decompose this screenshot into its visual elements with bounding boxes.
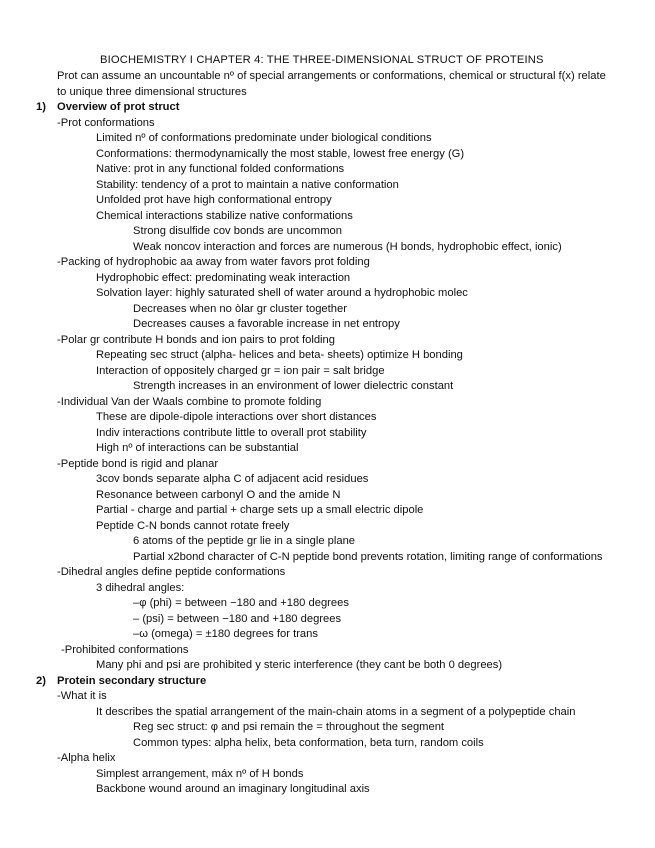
section-heading — [36, 674, 206, 690]
outline-item-level-3: Decreases when no òlar gr cluster together — [133, 302, 347, 315]
section-title: Overview of prot struct — [57, 101, 180, 113]
outline-item-level-3: Decreases causes a favorable increase in net entropy — [133, 318, 400, 330]
outline-item-level-2: Peptide C-N bonds cannot rotate freely — [96, 519, 290, 532]
outline-item-level-2: Chemical interactions stabilize native conformations — [96, 209, 353, 222]
outline-item-level-2: Unfolded prot have high conformational entropy — [96, 194, 332, 206]
outline-item-level-2: These are dipole-dipole interactions over short distances — [96, 411, 377, 423]
section-number: 1) — [36, 101, 46, 113]
outline-item-level-2: Limited nº of conformations predominate under biological conditions — [96, 132, 432, 144]
outline-item-level-3: Strong disulfide cov bonds are uncommon — [133, 225, 342, 237]
outline-item-level-1: -What it is — [57, 690, 107, 702]
outline-item-level-2: Hydrophobic effect: predominating weak interaction — [96, 271, 351, 284]
outline-item-level-3: – (psi) = between −180 and +180 degrees — [133, 612, 342, 625]
outline-item-level-2: Native: prot in any functional folded conformations — [96, 163, 345, 175]
outline-item-level-1: -Prot conformations — [57, 116, 155, 129]
outline-item-level-1: -Dihedral angles define peptide conformations — [57, 566, 286, 578]
intro-line: to unique three dimensional structures — [57, 85, 247, 98]
outline-item-level-2: Interaction of oppositely charged gr = ion pair = salt bridge — [96, 364, 385, 377]
outline-item-level-2: Solvation layer: highly saturated shell of water around a hydrophobic molec — [96, 287, 468, 299]
outline-item-level-2: Many phi and psi are prohibited y steric interference (they cant be both 0 degrees) — [96, 659, 503, 671]
section-number: 2) — [36, 674, 46, 687]
outline-item-level-3: Common types: alpha helix, beta conformation, beta turn, random coils — [133, 736, 484, 749]
intro-line: Prot can assume an uncountable nº of special arrangements or conformations, chemical or structural f(x) relate — [57, 70, 606, 82]
outline-item-level-2: Partial - charge and partial + charge sets up a small electric dipole — [96, 504, 424, 516]
outline-item-level-2: Stability: tendency of a prot to maintain a native conformation — [96, 178, 399, 191]
outline-item-level-2: It describes the spatial arrangement of the main-chain atoms in a segment of a polypeptide chain — [96, 705, 576, 718]
outline-item-level-2: Simplest arrangement, máx nº of H bonds — [96, 767, 304, 780]
outline-item-level-2: Indiv interactions contribute little to overall prot stability — [96, 426, 367, 439]
outline-item-level-2: Backbone wound around an imaginary longitudinal axis — [96, 783, 370, 795]
outline-item-level-2: Resonance between carbonyl O and the amide N — [96, 488, 341, 501]
outline-item-level-2: 3 dihedral angles: — [96, 581, 185, 594]
outline-item-level-1: -Polar gr contribute H bonds and ion pairs to prot folding — [57, 333, 335, 346]
outline-item-level-2: 3cov bonds separate alpha C of adjacent acid residues — [96, 473, 369, 485]
outline-item-level-1: -Packing of hydrophobic aa away from water favors prot folding — [57, 256, 370, 268]
outline-item-level-3: Reg sec struct: φ and psi remain the = throughout the segment — [133, 721, 445, 733]
outline-item-level-3: –ω (omega) = ±180 degrees for trans — [133, 628, 318, 640]
outline-item-level-3: 6 atoms of the peptide gr lie in a single plane — [133, 535, 356, 547]
outline-item-level-3: Strength increases in an environment of lower dielectric constant — [133, 380, 454, 392]
outline-item-level-3: –φ (phi) = between −180 and +180 degrees — [133, 597, 349, 609]
outline-item-level-2: Repeating sec struct (alpha- helices and beta- sheets) optimize H bonding — [96, 349, 463, 361]
outline-item-level-3: Partial x2bond character of C-N peptide bond prevents rotation, limiting range of conformations — [133, 550, 603, 563]
document-title: BIOCHEMISTRY I CHAPTER 4: THE THREE-DIMENSIONAL STRUCT OF PROTEINS — [100, 54, 544, 66]
outline-item-level-1: -Individual Van der Waals combine to promote folding — [57, 395, 322, 408]
outline-item-level-1-5: -Prohibited conformations — [61, 643, 189, 656]
section-heading — [36, 100, 179, 116]
outline-item-level-1: -Peptide bond is rigid and planar — [57, 457, 219, 470]
outline-item-level-3: Weak noncov interaction and forces are numerous (H bonds, hydrophobic effect, ionic) — [133, 240, 562, 253]
section-title: Protein secondary structure — [57, 674, 207, 687]
outline-item-level-1: -Alpha helix — [57, 752, 116, 764]
outline-item-level-2: Conformations: thermodynamically the most stable, lowest free energy (G) — [96, 147, 465, 160]
outline-item-level-2: High nº of interactions can be substantial — [96, 442, 299, 454]
